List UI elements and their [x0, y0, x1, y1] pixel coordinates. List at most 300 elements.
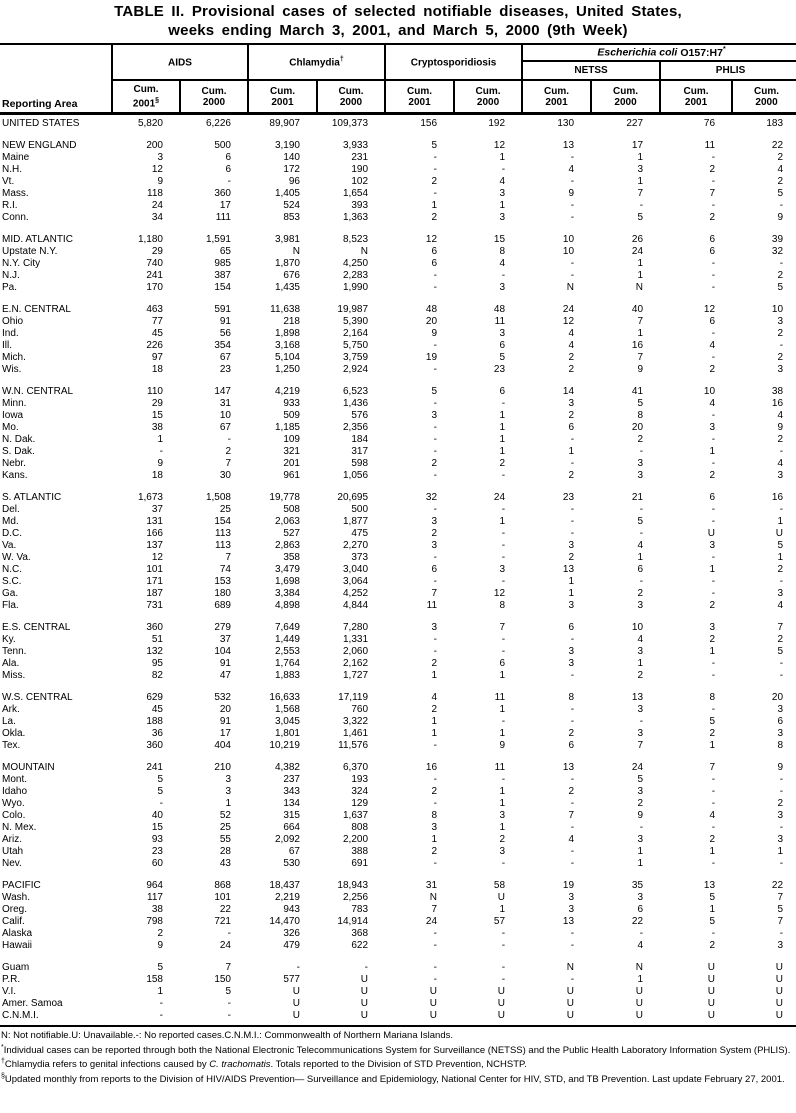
value-cell: -: [779, 786, 784, 798]
value-cell: 1,591: [205, 234, 231, 246]
value-cell: 577: [283, 974, 300, 986]
value-cell: 3: [568, 646, 575, 658]
value-cell: -: [501, 646, 506, 658]
value-cell: 5: [157, 786, 163, 798]
value-cell: 12: [151, 552, 163, 564]
value-cell: 9: [637, 810, 644, 822]
value-cell: 3: [637, 646, 644, 658]
table-row: [0, 258, 796, 270]
value-cell: 343: [283, 786, 300, 798]
value-cell: 193: [351, 774, 369, 786]
value-cell: 11: [426, 600, 438, 612]
table-row: [0, 810, 796, 822]
value-cell: 9: [157, 940, 163, 952]
value-cell: U: [591, 1010, 660, 1026]
value-cell: 853: [283, 212, 300, 224]
value-cell: -: [711, 328, 716, 340]
value-cell: -: [779, 200, 784, 212]
value-cell: 3: [568, 892, 575, 904]
value-cell: 8: [431, 810, 438, 822]
footnotes: [0, 1027, 796, 1085]
value-cell: 109,373: [331, 118, 369, 130]
group-label: Chlamydia: [289, 57, 340, 69]
value-cell: -: [570, 940, 575, 952]
value-cell: -: [711, 576, 716, 588]
value-cell: U: [775, 528, 784, 540]
value-cell: -: [501, 974, 506, 986]
value-cell: 6: [709, 492, 716, 504]
value-cell: 6: [709, 316, 716, 328]
table-row: [0, 376, 796, 398]
table-row: [0, 364, 796, 376]
row-label: S.C.: [2, 576, 22, 588]
value-cell: N: [635, 962, 644, 974]
value-cell: 7: [777, 622, 784, 634]
row-label: Mo.: [2, 422, 19, 434]
value-cell: -: [501, 774, 506, 786]
value-cell: -: [433, 940, 438, 952]
value-cell: 4,219: [274, 386, 300, 398]
table-title-line2: weeks ending March 3, 2001, and March 5, 2000 (9th Week): [168, 22, 628, 39]
value-cell: 5: [777, 188, 784, 200]
value-cell: 2: [431, 786, 438, 798]
table-row: [0, 952, 796, 974]
table-row: [0, 740, 796, 752]
value-cell: 2: [157, 928, 163, 940]
value-cell: 16: [631, 340, 644, 352]
row-label: Alaska: [2, 928, 33, 940]
value-cell: 118: [147, 188, 163, 200]
value-cell: 190: [351, 164, 369, 176]
value-cell: 77: [151, 316, 163, 328]
subgroup-header-phlis: PHLIS: [660, 61, 796, 80]
value-cell: U: [292, 998, 300, 1010]
value-cell: -: [711, 798, 716, 810]
value-cell: -: [433, 364, 438, 376]
value-cell: 2: [709, 470, 716, 482]
value-cell: 52: [219, 810, 231, 822]
value-cell: 1: [709, 646, 716, 658]
value-cell: 227: [626, 118, 644, 130]
value-cell: 1: [709, 446, 716, 458]
value-cell: -: [433, 576, 438, 588]
value-cell: 5,104: [274, 352, 300, 364]
value-cell: -: [433, 740, 438, 752]
value-cell: 2: [709, 164, 716, 176]
row-label: Hawaii: [2, 940, 33, 952]
value-cell: -: [433, 446, 438, 458]
value-cell: 3: [568, 540, 575, 552]
row-label: Wyo.: [2, 798, 25, 810]
value-cell: -: [180, 1010, 248, 1026]
value-cell: 479: [283, 940, 300, 952]
value-cell: 12: [425, 234, 438, 246]
value-cell: U: [429, 998, 438, 1010]
value-cell: 5: [431, 140, 438, 152]
value-cell: 4: [568, 834, 575, 846]
value-cell: 6,370: [342, 762, 369, 774]
value-cell: 3: [637, 704, 644, 716]
value-cell: 109: [283, 434, 300, 446]
value-cell: -: [779, 576, 784, 588]
value-cell: U: [775, 962, 784, 974]
value-cell: 31: [425, 880, 438, 892]
table-row: [0, 270, 796, 282]
value-cell: 1: [709, 740, 716, 752]
value-cell: 3: [225, 786, 231, 798]
value-cell: 3: [431, 410, 438, 422]
value-cell: 2,092: [274, 834, 300, 846]
value-cell: 91: [219, 316, 231, 328]
value-cell: 3: [499, 328, 506, 340]
value-cell: 29: [151, 246, 163, 258]
value-cell: 32: [771, 246, 784, 258]
value-cell: -: [570, 212, 575, 224]
value-cell: 1: [499, 786, 506, 798]
value-cell: 3: [637, 458, 644, 470]
value-cell: 676: [283, 270, 300, 282]
value-cell: 3: [637, 892, 644, 904]
value-cell: 1,654: [342, 188, 369, 200]
group-header-ecoli: [522, 44, 796, 61]
row-label: Ky.: [2, 634, 16, 646]
table-row: [0, 114, 796, 131]
value-cell: 868: [214, 880, 231, 892]
value-cell: 3,168: [274, 340, 300, 352]
value-cell: 6: [568, 622, 575, 634]
value-cell: -: [639, 928, 644, 940]
value-cell: 4,844: [342, 600, 369, 612]
value-cell: 1: [157, 434, 163, 446]
value-cell: 3,759: [342, 352, 369, 364]
table-row: [0, 1010, 796, 1026]
value-cell: 4: [431, 692, 438, 704]
value-cell: 20: [425, 316, 438, 328]
footnote-species: C. trachomatis: [209, 1059, 271, 1071]
value-cell: U: [660, 1010, 732, 1026]
value-cell: 3: [637, 600, 644, 612]
table-row: [0, 482, 796, 504]
value-cell: 113: [215, 528, 231, 540]
table-row: [0, 986, 796, 998]
value-cell: 7: [709, 188, 716, 200]
value-cell: 6: [225, 152, 231, 164]
value-cell: -: [711, 504, 716, 516]
value-cell: 201: [283, 458, 300, 470]
table-row: [0, 528, 796, 540]
value-cell: 3: [568, 600, 575, 612]
value-cell: 47: [219, 670, 231, 682]
value-cell: U: [707, 998, 716, 1010]
value-cell: -: [711, 258, 716, 270]
value-cell: 1: [431, 670, 438, 682]
value-cell: 1: [499, 670, 506, 682]
row-label: N.C.: [2, 564, 22, 576]
cum-header-2001: Cum. 2001: [660, 80, 732, 114]
value-cell: 104: [214, 646, 231, 658]
value-cell: -: [570, 822, 575, 834]
row-label: Calif.: [2, 916, 25, 928]
table-row: [0, 130, 796, 152]
row-label: Mass.: [2, 188, 29, 200]
legend-cnmi: C.N.M.I.: Commonwealth of Northern Mariana Islands.: [224, 1030, 453, 1042]
value-cell: -: [433, 270, 438, 282]
value-cell: 2: [568, 786, 575, 798]
value-cell: 154: [214, 282, 231, 294]
value-cell: 12: [493, 588, 506, 600]
footnote-marker: §: [1, 1073, 5, 1081]
value-cell: 6: [637, 564, 644, 576]
row-label: Va.: [2, 540, 17, 552]
value-cell: 45: [151, 328, 163, 340]
value-cell: 10: [219, 410, 231, 422]
value-cell: -: [570, 434, 575, 446]
value-cell: 131: [146, 516, 163, 528]
value-cell: 2: [637, 798, 644, 810]
table-row: [0, 434, 796, 446]
value-cell: 2: [777, 352, 784, 364]
value-cell: 933: [283, 398, 300, 410]
row-label: Wash.: [2, 892, 30, 904]
value-cell: U: [566, 998, 575, 1010]
table-row: [0, 822, 796, 834]
value-cell: 226: [146, 340, 163, 352]
value-cell: 6: [499, 658, 506, 670]
value-cell: 1: [637, 858, 644, 870]
value-cell: 5,750: [342, 340, 369, 352]
value-cell: 1: [637, 152, 644, 164]
value-cell: 2: [431, 528, 438, 540]
value-cell: 2: [777, 152, 784, 164]
value-cell: 17: [631, 140, 644, 152]
value-cell: 2,553: [274, 646, 300, 658]
value-cell: U: [248, 1010, 317, 1026]
value-cell: 21: [631, 492, 644, 504]
value-cell: 6: [709, 246, 716, 258]
value-cell: -: [711, 670, 716, 682]
row-label: Idaho: [2, 786, 28, 798]
value-cell: 24: [631, 762, 644, 774]
value-cell: 237: [283, 774, 300, 786]
value-cell: 3: [637, 470, 644, 482]
value-cell: 1,698: [274, 576, 300, 588]
value-cell: -: [433, 928, 438, 940]
legend-unavailable: U: Unavailable.: [71, 1030, 136, 1042]
row-label: Mont.: [2, 774, 28, 786]
cum-header-2000: Cum. 2000: [317, 80, 385, 114]
value-cell: 2: [709, 600, 716, 612]
value-cell: -: [639, 576, 644, 588]
value-cell: 2: [431, 846, 438, 858]
value-cell: 13: [562, 916, 575, 928]
row-label: C.N.M.I.: [0, 1010, 112, 1026]
value-cell: 7: [637, 316, 644, 328]
value-cell: 731: [146, 600, 163, 612]
value-cell: -: [779, 928, 784, 940]
value-cell: 3,933: [342, 140, 369, 152]
value-cell: 1: [499, 798, 506, 810]
value-cell: 3: [709, 622, 716, 634]
value-cell: -: [570, 516, 575, 528]
value-cell: 40: [151, 810, 163, 822]
value-cell: 1,801: [274, 728, 300, 740]
table-row: [0, 892, 796, 904]
table-row: [0, 704, 796, 716]
row-label: W.N. CENTRAL: [2, 386, 74, 398]
table-header: [0, 44, 796, 114]
value-cell: 1,449: [274, 634, 300, 646]
row-label: Guam: [2, 962, 30, 974]
value-cell: 1: [499, 904, 506, 916]
table-row: [0, 422, 796, 434]
table-row: [0, 316, 796, 328]
value-cell: 5: [637, 774, 644, 786]
value-cell: 26: [631, 234, 644, 246]
value-cell: 183: [766, 118, 784, 130]
value-cell: 3: [431, 622, 438, 634]
value-cell: 6: [499, 386, 506, 398]
table-row: [0, 940, 796, 952]
table-row: [0, 646, 796, 658]
value-cell: 2: [431, 176, 438, 188]
value-cell: 393: [351, 200, 369, 212]
value-cell: 3,040: [342, 564, 369, 576]
value-cell: -: [227, 176, 231, 188]
value-cell: 4: [499, 176, 506, 188]
value-cell: 7: [225, 552, 231, 564]
value-cell: 23: [562, 492, 575, 504]
value-cell: -: [711, 516, 716, 528]
value-cell: -: [112, 1010, 180, 1026]
table-row: [0, 164, 796, 176]
footnote-dagger: [1, 1056, 796, 1071]
value-cell: -: [501, 552, 506, 564]
group-header-chlamydia: [248, 44, 385, 80]
value-cell: -: [711, 176, 716, 188]
value-cell: -: [296, 962, 300, 974]
value-cell: 1: [499, 728, 506, 740]
value-cell: 153: [214, 576, 231, 588]
value-cell: 13: [703, 880, 716, 892]
table-row: [0, 504, 796, 516]
value-cell: 4,252: [342, 588, 369, 600]
value-cell: 1: [637, 658, 644, 670]
value-cell: 4: [709, 340, 716, 352]
value-cell: 368: [351, 928, 369, 940]
value-cell: -: [570, 458, 575, 470]
value-cell: 3: [777, 834, 784, 846]
value-cell: 91: [219, 716, 231, 728]
value-cell: 13: [562, 762, 575, 774]
cum-header-2001: Cum. 2001: [248, 80, 317, 114]
value-cell: 56: [219, 328, 231, 340]
cum-header-row: [0, 80, 796, 114]
value-cell: 2: [499, 834, 506, 846]
value-cell: 2: [431, 212, 438, 224]
value-cell: 20: [631, 422, 644, 434]
value-cell: 5: [157, 962, 163, 974]
table-row: [0, 224, 796, 246]
row-label: PACIFIC: [2, 880, 41, 892]
table-row: [0, 834, 796, 846]
value-cell: 6: [568, 740, 575, 752]
value-cell: 2: [568, 364, 575, 376]
value-cell: 6,226: [205, 118, 231, 130]
value-cell: 12: [703, 304, 716, 316]
value-cell: 22: [219, 904, 231, 916]
value-cell: 16: [771, 492, 784, 504]
value-cell: 598: [351, 458, 369, 470]
value-cell: 22: [771, 880, 784, 892]
value-cell: 180: [214, 588, 231, 600]
value-cell: U: [732, 1010, 796, 1026]
value-cell: 279: [214, 622, 231, 634]
row-label: Pa.: [2, 282, 18, 294]
table-row: [0, 470, 796, 482]
value-cell: 12: [151, 164, 163, 176]
value-cell: 9: [777, 762, 784, 774]
row-label: UNITED STATES: [2, 118, 80, 130]
value-cell: -: [501, 940, 506, 952]
row-label: S. Dak.: [2, 446, 35, 458]
value-cell: 10,219: [269, 740, 300, 752]
ecoli-marker: *: [722, 46, 726, 54]
value-cell: -: [779, 446, 784, 458]
row-label: D.C.: [2, 528, 22, 540]
value-cell: 5: [709, 716, 716, 728]
table-row: [0, 612, 796, 634]
value-cell: 241: [146, 762, 163, 774]
value-cell: -: [570, 716, 575, 728]
value-cell: 231: [351, 152, 369, 164]
row-label: Kans.: [2, 470, 28, 482]
value-cell: 8: [777, 740, 784, 752]
value-cell: N: [292, 246, 300, 258]
value-cell: 37: [151, 504, 163, 516]
value-cell: 798: [146, 916, 163, 928]
value-cell: 41: [631, 386, 644, 398]
value-cell: 7: [431, 904, 438, 916]
table-row: [0, 212, 796, 224]
row-label: Ark.: [2, 704, 20, 716]
value-cell: 67: [219, 352, 231, 364]
value-cell: 3,064: [342, 576, 369, 588]
value-cell: 5: [499, 352, 506, 364]
value-cell: 1: [777, 552, 784, 564]
value-cell: 76: [703, 118, 716, 130]
value-cell: 67: [219, 422, 231, 434]
value-cell: -: [570, 200, 575, 212]
value-cell: U: [292, 986, 300, 998]
value-cell: 17: [219, 728, 231, 740]
value-cell: 134: [283, 798, 300, 810]
row-label: Utah: [2, 846, 24, 858]
value-cell: 19: [425, 352, 438, 364]
value-cell: 3,190: [274, 140, 300, 152]
value-cell: -: [711, 786, 716, 798]
table-row: [0, 716, 796, 728]
value-cell: 23: [493, 364, 506, 376]
value-cell: -: [570, 670, 575, 682]
value-cell: 9: [157, 176, 163, 188]
value-cell: -: [433, 798, 438, 810]
value-cell: 664: [283, 822, 300, 834]
value-cell: 3,479: [274, 564, 300, 576]
value-cell: 1,508: [205, 492, 231, 504]
value-cell: 5: [777, 904, 784, 916]
value-cell: 38: [151, 904, 163, 916]
value-cell: 783: [351, 904, 369, 916]
